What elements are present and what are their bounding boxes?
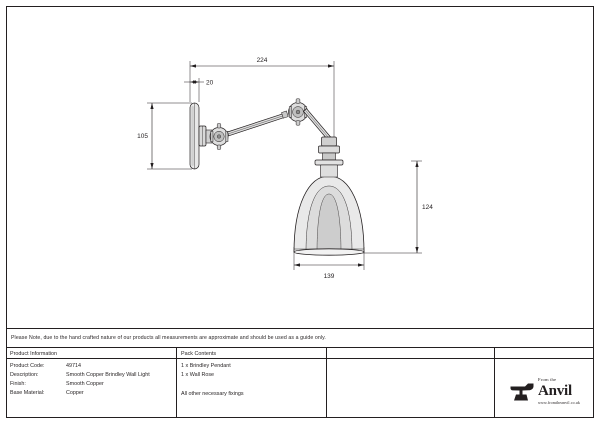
- spec-value-finish: Smooth Copper: [66, 381, 104, 387]
- spec-value-description: Smooth Copper Brindley Wall Light: [66, 372, 150, 378]
- wall-light-drawing: [6, 6, 594, 328]
- wall-light-assembly: [190, 99, 364, 255]
- lower-arm: [304, 109, 331, 140]
- dimension-value-224: 224: [256, 57, 268, 64]
- spec-value-product-code: 49714: [66, 363, 81, 369]
- rose-collar: [199, 126, 206, 146]
- spec-row-product-code: [10, 362, 172, 371]
- knuckle-joint-inner: [206, 124, 228, 150]
- pack-item-wall-rose: 1 x Wall Rose: [181, 372, 215, 378]
- spec-row-base-material: [10, 389, 172, 398]
- spec-row-finish: [10, 380, 172, 389]
- logo-from-the: From the: [537, 377, 557, 383]
- header-pack-contents: Pack Contents: [176, 348, 326, 359]
- dimension-value-20: 20: [206, 79, 214, 87]
- measurement-note: Please Note, due to the hand crafted nature of our products all measurements are approximate and should be used as a guide only.: [11, 335, 326, 341]
- dimension-value-105: 105: [137, 133, 148, 140]
- pack-spacer: [181, 380, 322, 390]
- dimension-shade-height: [357, 161, 433, 253]
- cell-product-information: [6, 359, 176, 418]
- anvil-icon: [509, 381, 535, 403]
- wall-rose-backplate: [190, 103, 199, 169]
- header-blank-third: [326, 348, 494, 359]
- dimension-backplate-height: [137, 103, 192, 169]
- logo-url: www.fromtheanvil.co.uk: [537, 399, 581, 405]
- info-table-header-row: [6, 348, 594, 359]
- dome-shade: [294, 165, 364, 255]
- pack-item-fixings: All other necessary fixings: [181, 391, 244, 397]
- cell-logo: [494, 359, 594, 418]
- spec-label-base-material: Base Material:: [10, 390, 45, 396]
- spec-value-base-material: Copper: [66, 390, 84, 396]
- cell-pack-contents: [176, 359, 326, 418]
- dimension-value-124: 124: [422, 204, 433, 211]
- lamp-holder: [315, 137, 343, 165]
- dimension-value-139: 139: [323, 273, 335, 280]
- upper-arm: [228, 111, 289, 136]
- spec-label-finish: Finish:: [10, 381, 26, 387]
- info-table-body-row: [6, 359, 594, 418]
- spec-label-product-code: Product Code:: [10, 363, 45, 369]
- header-product-information: Product Information: [10, 350, 58, 357]
- pack-item-pendant: 1 x Brindley Pendant: [181, 363, 231, 369]
- brand-logo: [499, 362, 590, 421]
- drawing-area: [6, 6, 594, 328]
- header-blank-fourth: [494, 348, 594, 359]
- spec-label-description: Description:: [10, 372, 39, 378]
- measurement-note-row: [6, 328, 594, 348]
- spec-row-description: [10, 371, 172, 380]
- dimension-backplate-depth: [184, 78, 214, 102]
- info-table: [6, 348, 594, 418]
- logo-wordmark: Anvil: [537, 383, 572, 400]
- cell-blank-third: [326, 359, 494, 418]
